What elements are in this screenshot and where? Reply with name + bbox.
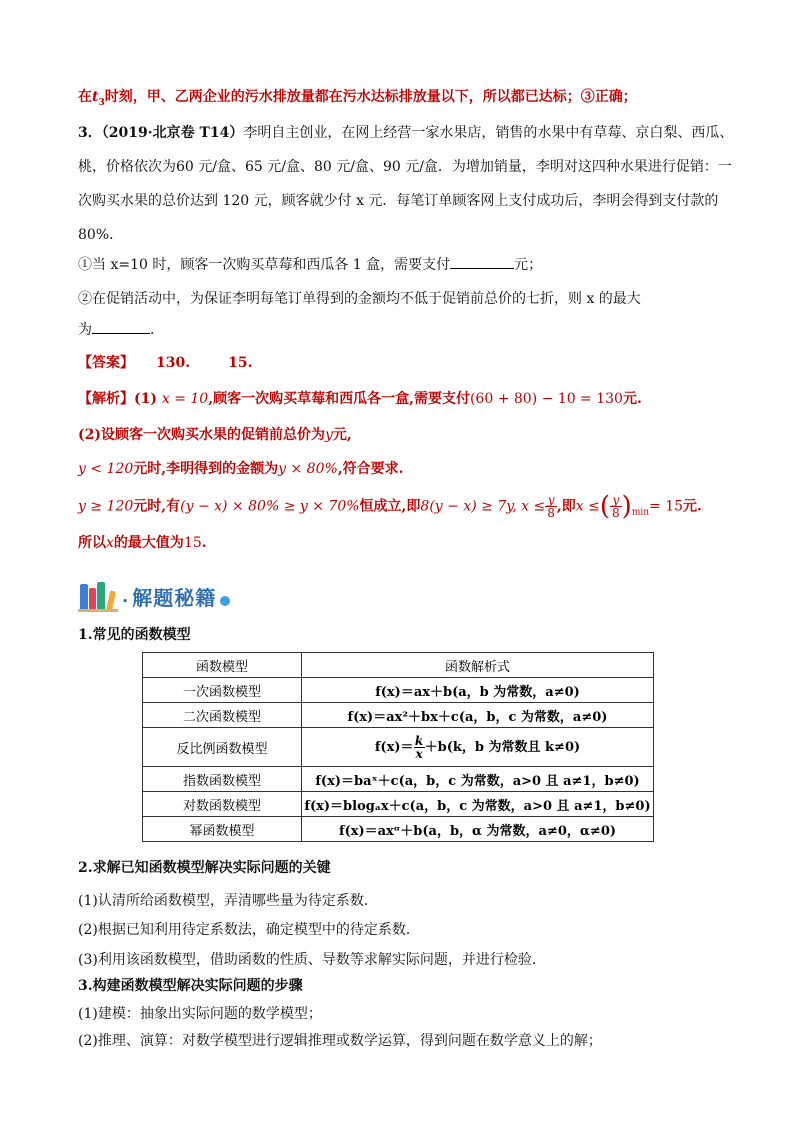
fraction-k-over-x: $\frac{k}{x}$ <box>414 733 424 761</box>
problem-line-3: 次购买水果的总价达到 120 元，顾客就少付 x 元．每笔订单顾客网上支付成功后，李明会得到支付款的 <box>78 193 719 209</box>
model-name: 一次函数模型 <box>143 678 302 703</box>
problem-line-4: 80%． <box>78 227 124 243</box>
problem-line-1: 3．（2019·北京卷 T14）李明自主创业，在网上经营一家水果店，销售的水果中有草莓、京白梨、西瓜、 <box>78 125 734 141</box>
section-2-item-1: (1)认清所给函数模型，弄清哪些量为待定系数． <box>78 893 378 909</box>
function-model-table <box>142 652 654 842</box>
analysis-line-5: 所以x的最大值为15. <box>78 535 207 551</box>
model-formula: f(x)＝ax＋b(a，b 为常数，a≠0) <box>302 678 654 703</box>
model-name: 对数函数模型 <box>143 792 302 817</box>
model-formula: f(x)＝axᵅ＋b(a，b，α 为常数，a≠0，α≠0) <box>302 817 654 842</box>
table-row <box>143 678 654 703</box>
banner-title: 解题秘籍 <box>132 585 217 610</box>
analysis-line-2: (2)设顾客一次购买水果的促销前总价为y元, <box>78 427 352 443</box>
tips-banner: . 解题秘籍 <box>78 578 230 614</box>
question-2-line-2: 为 ． <box>78 322 164 338</box>
model-formula: f(x)＝baˣ＋c(a，b，c 为常数，a>0 且 a≠1，b≠0) <box>302 767 654 792</box>
table-row <box>143 817 654 842</box>
analysis-line-4: y ≥ 120元时,有(y − x) × 80% ≥ y × 70%恒成立,即8(y − x) ≥ 7y, x ≤ $\frac{y}{8}$ ,即x ≤( $\frac{y}{8}$ )$_{min}= 15$元. <box>78 491 702 522</box>
banner-dot-icon <box>220 596 230 606</box>
model-formula: f(x)＝blogₐx＋c(a，b，c 为常数，a>0 且 a≠1，b≠0) <box>302 792 654 817</box>
table-row <box>143 792 654 817</box>
books-icon <box>78 580 120 612</box>
fraction-y-over-8-min: $\frac{y}{8}$ <box>612 493 620 520</box>
section-2-item-3: (3)利用该函数模型，借助函数的性质、导数等求解实际问题，并进行检验． <box>78 952 546 968</box>
model-formula: f(x)＝ $\frac{k}{x}$ ＋b(k，b 为常数且 k≠0) <box>302 728 654 767</box>
table-header-row <box>143 653 654 678</box>
table-row <box>143 703 654 728</box>
table-row <box>143 728 654 767</box>
section-3-title: 3.构建函数模型解决实际问题的步骤 <box>78 978 303 994</box>
section-2-item-2: (2)根据已知利用待定系数法，确定模型中的待定系数． <box>78 922 420 938</box>
model-name: 二次函数模型 <box>143 703 302 728</box>
answer-line: 【答案】 130. 15. <box>78 355 253 371</box>
section-3-item-2: (2)推理、演算：对数学模型进行逻辑推理或数学运算，得到问题在数学意义上的解； <box>78 1033 602 1049</box>
table-header-model: 函数模型 <box>143 653 302 678</box>
section-3-item-1: (1)建模：抽象出实际问题的数学模型； <box>78 1006 322 1022</box>
model-formula: f(x)＝ax²＋bx＋c(a，b，c 为常数，a≠0) <box>302 703 654 728</box>
section-1-title: 1.常见的函数模型 <box>78 627 191 643</box>
table-header-formula: 函数解析式 <box>302 653 654 678</box>
problem-line-2: 桃，价格依次为60 元/盒、65 元/盒、80 元/盒、90 元/盒．为增加销量，李明对这四种水果进行促销：一 <box>78 159 732 175</box>
answer-blank-2 <box>92 321 150 334</box>
analysis-line-3: y < 120元时,李明得到的金额为y × 80%,符合要求. <box>78 461 404 477</box>
section-2-title: 2.求解已知函数模型解决实际问题的关键 <box>78 860 331 876</box>
previous-conclusion-line: 在$t_3$时刻，甲、乙两企业的污水排放量都在污水达标排放量以下，所以都已达标；③正确； <box>78 89 637 108</box>
question-1: ①当 x=10 时，顾客一次购买草莓和西瓜各 1 盒，需要支付 元； <box>78 257 543 273</box>
fraction-y-over-8: $\frac{y}{8}$ <box>547 493 555 520</box>
question-2-line-1: ②在促销活动中，为保证李明每笔订单得到的金额均不低于促销前总价的七折，则 x 的最大 <box>78 291 641 307</box>
model-name: 反比例函数模型 <box>143 728 302 767</box>
answer-blank-1 <box>450 256 514 269</box>
table-row <box>143 767 654 792</box>
analysis-line-1: 【解析】(1) x = 10,顾客一次购买草莓和西瓜各一盒,需要支付(60 + 80) − 10 = 130元. <box>78 391 642 407</box>
model-name: 指数函数模型 <box>143 767 302 792</box>
model-name: 幂函数模型 <box>143 817 302 842</box>
